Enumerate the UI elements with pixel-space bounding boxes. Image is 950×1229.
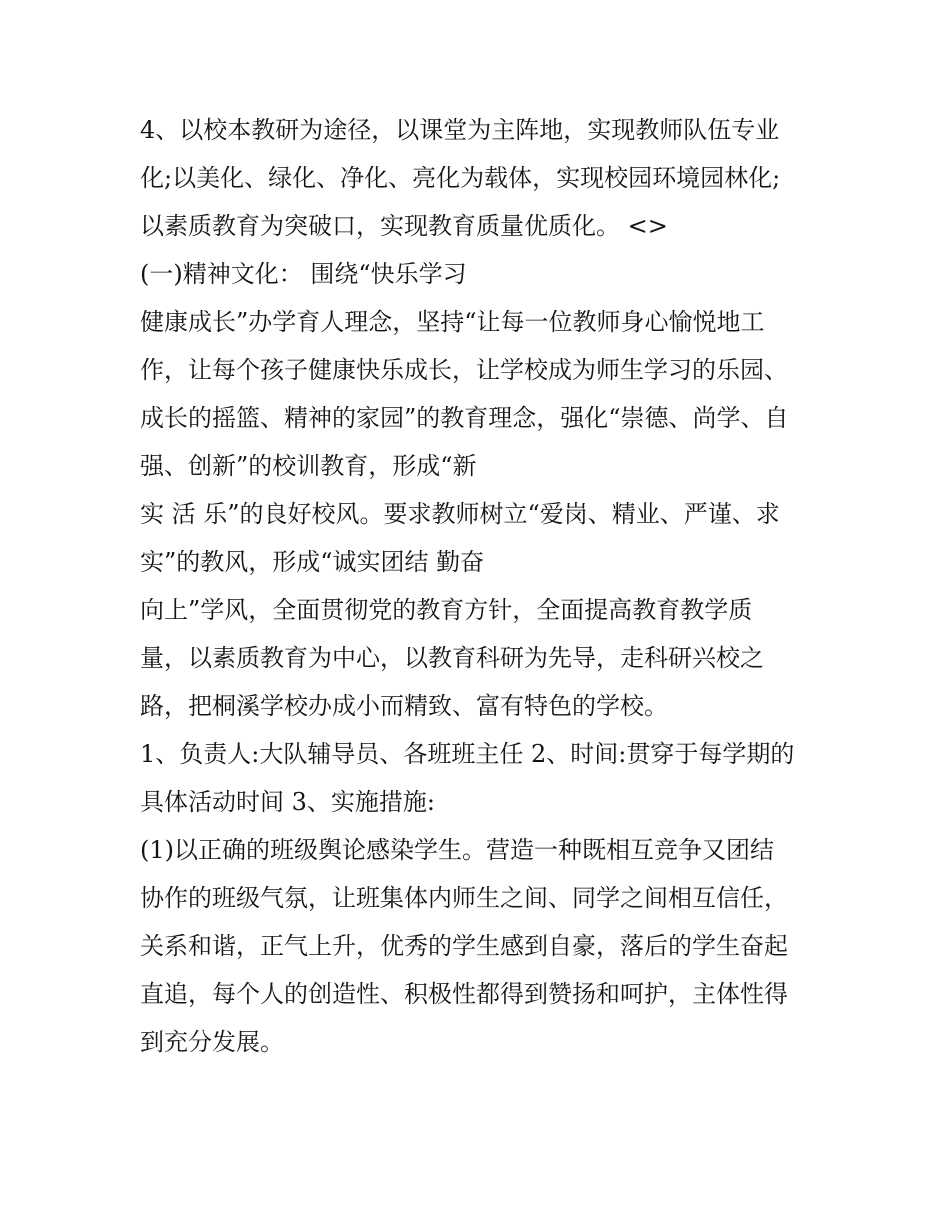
text-line: 量，以素质教育为中心，以教育科研为先导，走科研兴校之 <box>140 644 764 672</box>
text-line: 1、负责人:大队辅导员、各班班主任 2、时间:贯穿于每学期的 <box>140 740 795 768</box>
text-line: 强、创新”的校训教育，形成“新 <box>140 452 477 480</box>
text-line: (1)以正确的班级舆论感染学生。营造一种既相互竞争又团结 <box>140 836 774 864</box>
text-line: 向上”学风，全面贯彻党的教育方针，全面提高教育教学质 <box>140 596 753 624</box>
text-line: 直追，每个人的创造性、积极性都得到赞扬和呵护，主体性得 <box>140 980 788 1008</box>
text-line: (一)精神文化： 围绕“快乐学习 <box>140 260 467 288</box>
text-line: 实 活 乐”的良好校风。要求教师树立“爱岗、精业、严谨、求 <box>140 500 780 528</box>
document-body <box>140 106 830 1066</box>
text-line: 成长的摇篮、精神的家园”的教育理念，强化“崇德、尚学、自 <box>140 404 789 432</box>
text-line: 到充分发展。 <box>140 1028 284 1056</box>
text-line: 协作的班级气氛，让班集体内师生之间、同学之间相互信任， <box>140 884 788 912</box>
text-line: 具体活动时间 3、实施措施: <box>140 788 435 816</box>
text-line: 化;以美化、绿化、净化、亮化为载体，实现校园环境园林化; <box>140 164 781 192</box>
text-line: 以素质教育为突破口，实现教育质量优质化。 <> <box>140 212 668 240</box>
text-line: 实”的教风，形成“诚实团结 勤奋 <box>140 548 485 576</box>
text-line: 关系和谐，正气上升，优秀的学生感到自豪，落后的学生奋起 <box>140 932 788 960</box>
text-line: 作，让每个孩子健康快乐成长，让学校成为师生学习的乐园、 <box>140 356 788 384</box>
text-line: 健康成长”办学育人理念，坚持“让每一位教师身心愉悦地工 <box>140 308 765 336</box>
text-line: 4、以校本教研为途径，以课堂为主阵地，实现教师队伍专业 <box>140 116 780 144</box>
text-line: 路，把桐溪学校办成小而精致、富有特色的学校。 <box>140 692 668 720</box>
